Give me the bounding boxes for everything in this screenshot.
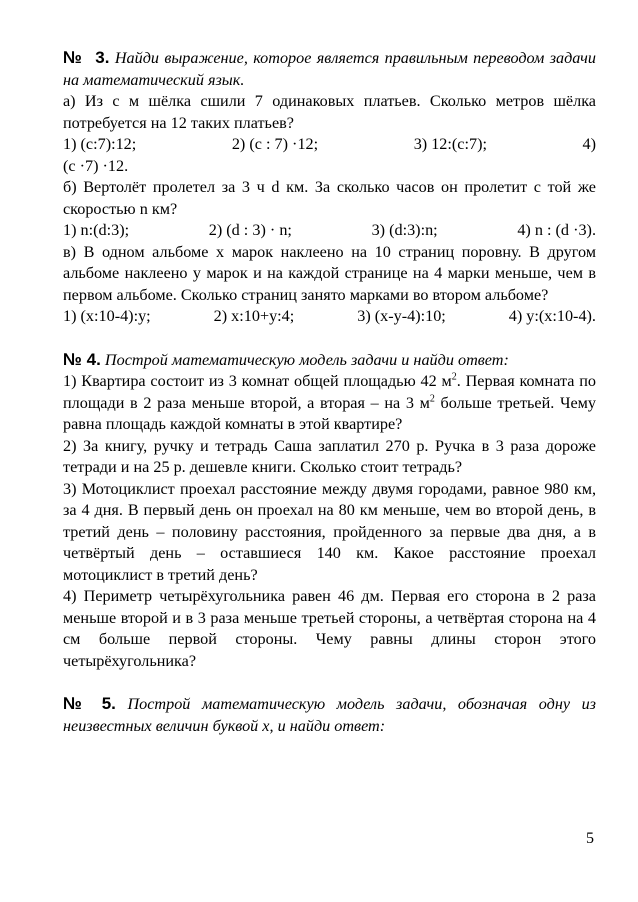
spacer xyxy=(63,672,596,693)
task-4-number: № 4. xyxy=(63,349,101,369)
task-3b-option-1: 1) n:(d:3); xyxy=(63,221,130,239)
superscript-2: 2 xyxy=(451,371,457,383)
task-3c-options xyxy=(63,306,596,328)
task-4-problem-1-part-b: . Первая комната по площади в 2 раза меньше второй, а вторая – на 3 м xyxy=(63,372,597,412)
task-3c-option-4: 4) y:(x:10-4). xyxy=(508,307,596,325)
task-3a-option-2: 2) (c : 7) ·12; xyxy=(231,135,319,153)
task-3a-option-4-cont: (c ·7) ·12. xyxy=(63,156,129,175)
task-3b-option-3: 3) (d:3):n; xyxy=(371,221,438,239)
task-3-heading xyxy=(63,47,596,91)
task-3b-option-4: 4) n : (d ·3). xyxy=(517,221,596,239)
task-5-heading xyxy=(63,693,596,737)
task-4-problem-2: 2) За книгу, ручку и тетрадь Саша заплатил 270 р. Ручка в 3 раза дороже тетради и на 25 р. дешевле книги. Сколько стоит тетрадь? xyxy=(63,436,596,476)
task-3a-text: а) Из c м шёлка сшили 7 одинаковых платьев. Сколько метров шёлка потребуется на 12 таких платьев? xyxy=(63,92,596,132)
task-3c-option-3: 3) (x-y-4):10; xyxy=(357,307,446,325)
task-4-problem-1-part-c: больше третьей. Чему равна площадь каждой комнаты в этой квартире? xyxy=(63,393,596,433)
task-5-title: Построй математическую модель задачи, обозначая одну из неизвестных величин буквой x, и найди ответ: xyxy=(63,695,597,735)
task-3a-option-3: 3) 12:(c:7); xyxy=(413,135,487,153)
task-3-number: № 3. xyxy=(63,48,110,67)
task-4-problem-3: 3) Мотоциклист проехал расстояние между двумя городами, равное 980 км, за 4 дня. В первый день он проехал на 80 км меньше, чем во второй день, в третий день – половину расстояния, пройденного за первые два дня, а в четвёртый день – оставшиеся 140 км. Какое расстояние проехал мотоциклист в третий день? xyxy=(63,479,596,584)
task-3b-options xyxy=(63,220,596,242)
task-3c-text: в) В одном альбоме x марок наклеено на 10 страниц поровну. В другом альбоме наклеено y марок и на каждой странице на 4 марки меньше, чем в первом альбоме. Сколько страниц занято марками во втором альбоме? xyxy=(63,242,596,304)
task-4-problem-1-part-a: 1) Квартира состоит из 3 комнат общей площадью 42 м xyxy=(63,372,452,390)
task-5-number: № 5. xyxy=(63,694,116,713)
task-4-problem-4: 4) Периметр четырёхугольника равен 46 дм. Первая его сторона в 2 раза меньше второй и в 3 раза меньше третьей стороны, а четвёртая сторона на 4 см больше первой стороны. Чему равны длины сторон этого четырёхугольника? xyxy=(63,587,596,670)
task-3b-option-2: 2) (d : 3) · n; xyxy=(208,221,292,239)
page-number: 5 xyxy=(586,830,594,847)
task-3a-option-1: 1) (c:7):12; xyxy=(63,135,137,153)
task-3a-options xyxy=(63,134,596,156)
task-4-problem-1 xyxy=(63,371,596,436)
task-3a-option-4: 4) xyxy=(582,135,596,153)
page-content xyxy=(63,47,596,737)
task-3-title: Найди выражение, которое является правильным переводом задачи на математический язык. xyxy=(63,49,596,89)
task-3b-text: б) Вертолёт пролетел за 3 ч d км. За сколько часов он пролетит с той же скоростью n км? xyxy=(63,178,596,218)
task-3c-option-1: 1) (x:10-4):y; xyxy=(63,307,151,325)
task-3c-option-2: 2) x:10+y:4; xyxy=(213,307,295,325)
task-4-heading xyxy=(63,349,596,372)
task-4-title: Построй математическую модель задачи и найди ответ: xyxy=(104,350,509,369)
spacer xyxy=(63,328,596,349)
superscript-2: 2 xyxy=(429,393,435,405)
